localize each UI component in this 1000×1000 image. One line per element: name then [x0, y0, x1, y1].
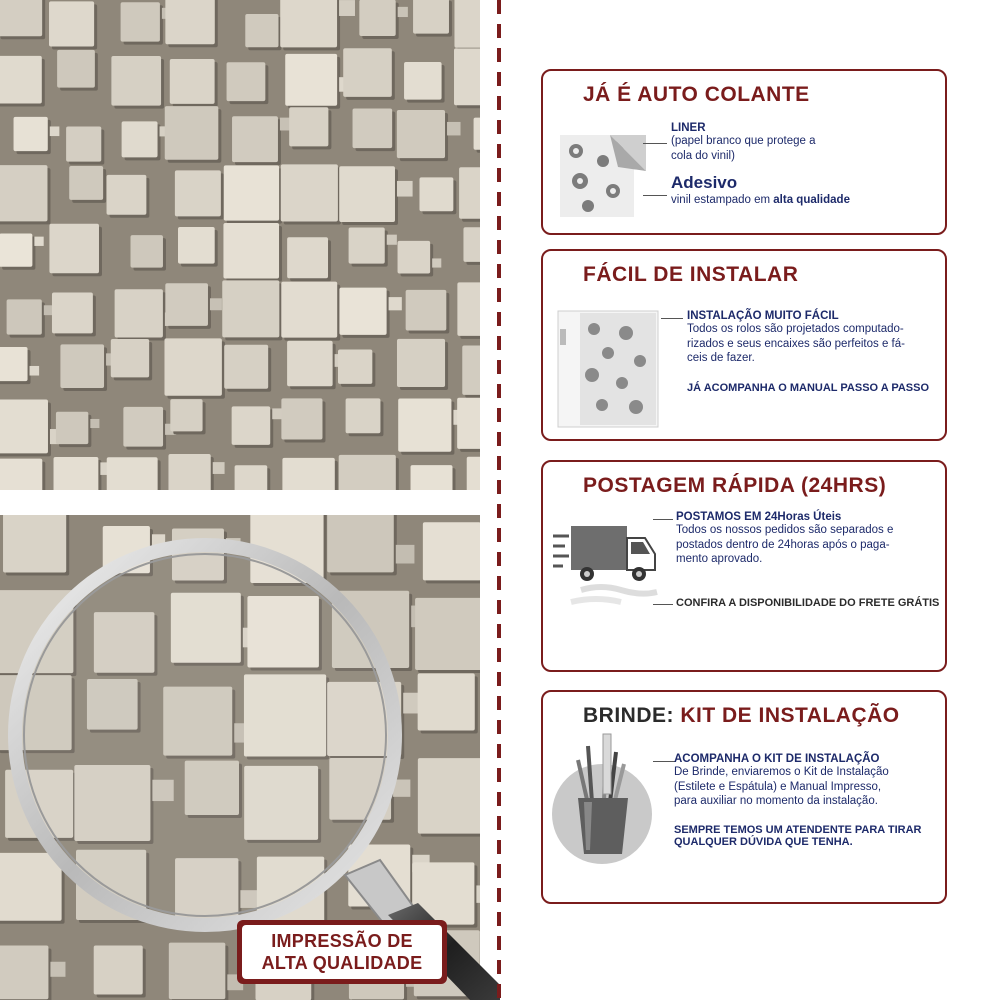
dashed-divider	[497, 0, 501, 1000]
card-title: JÁ É AUTO COLANTE	[583, 83, 810, 106]
liner-text-1: (papel branco que protege a	[671, 135, 816, 147]
brinde-label: BRINDE:	[583, 704, 674, 727]
instalacao-text-1: Todos os rolos são projetados computado-	[687, 323, 904, 335]
card-title: FÁCIL DE INSTALAR	[583, 263, 799, 286]
instalacao-text-3: ceis de fazer.	[687, 352, 755, 364]
kit-text-3: para auxiliar no momento da instalação.	[674, 795, 878, 807]
card-facil-instalar	[541, 249, 947, 441]
kit-heading: ACOMPANHA O KIT DE INSTALAÇÃO	[674, 753, 880, 765]
stone-cube-pattern	[0, 0, 480, 490]
card-postagem	[541, 460, 947, 672]
quality-badge-line2: ALTA QUALIDADE	[261, 953, 423, 973]
instalacao-text-2: rizados e seus encaixes são perfeitos e fá-	[687, 337, 905, 350]
card-title	[583, 704, 900, 728]
adesivo-text: vinil estampado em alta qualidade	[671, 194, 850, 206]
card-auto-colante	[541, 69, 947, 235]
card-brinde	[541, 690, 947, 904]
postamos-text-1: Todos os nossos pedidos são separados e	[676, 524, 894, 536]
quality-badge-line1: IMPRESSÃO DE	[271, 931, 413, 951]
card-title: POSTAGEM RÁPIDA (24HRS)	[583, 474, 887, 497]
liner-text-2: cola do vinil)	[671, 149, 735, 162]
atendente-note-2: QUALQUER DÚVIDA QUE TENHA.	[674, 836, 853, 848]
vinyl-sheet-icon	[558, 131, 648, 221]
quality-badge	[237, 920, 447, 984]
instalacao-heading: INSTALAÇÃO MUITO FÁCIL	[687, 310, 839, 322]
frete-note: CONFIRA A DISPONIBILIDADE DO FRETE GRÁTIS	[676, 597, 940, 609]
kit-label: KIT DE INSTALAÇÃO	[680, 704, 900, 727]
postamos-text-2: postados dentro de 24horas após o paga-	[676, 538, 890, 551]
postamos-text-3: mento aprovado.	[676, 553, 763, 565]
atendente-note-1: SEMPRE TEMOS UM ATENDENTE PARA TIRAR	[674, 824, 922, 836]
stone-wall-photo	[0, 0, 480, 490]
kit-text-1: De Brinde, enviaremos o Kit de Instalação	[674, 766, 889, 778]
adesivo-heading: Adesivo	[671, 173, 738, 192]
wallpaper-door-icon	[556, 309, 666, 429]
postamos-heading: POSTAMOS EM 24Horas Úteis	[676, 511, 842, 523]
kit-text-2: (Estilete e Espátula) e Manual Impresso,	[674, 780, 882, 793]
delivery-truck-icon	[551, 522, 661, 612]
tool-cup-icon	[548, 732, 658, 872]
liner-heading: LINER	[671, 122, 706, 134]
manual-note: JÁ ACOMPANHA O MANUAL PASSO A PASSO	[687, 382, 930, 394]
